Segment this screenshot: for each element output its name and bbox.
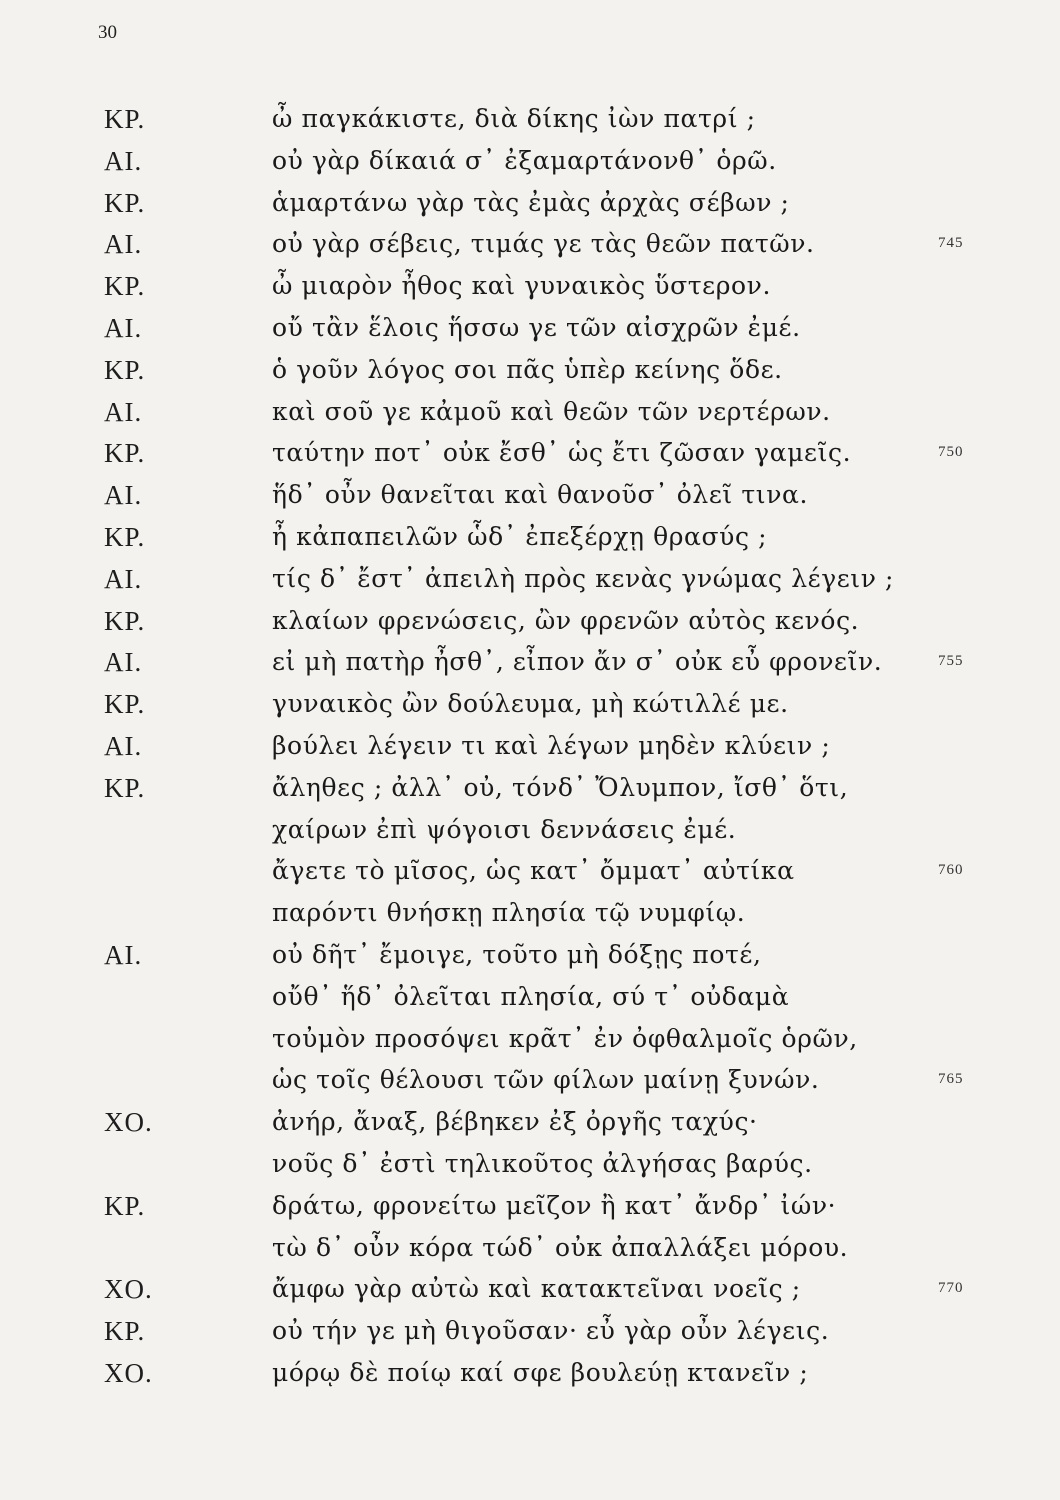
line-number: 760 (938, 862, 964, 879)
speaker-label: ΑΙ. (104, 145, 143, 176)
verse-line (0, 184, 1060, 226)
verse-text: ἥδ᾽ οὖν θανεῖται καὶ θανοῦσ᾽ ὀλεῖ τινα. (272, 480, 809, 510)
verse-text: δράτω, φρονείτω μεῖζον ἢ κατ᾽ ἄνδρ᾽ ἰών· (272, 1190, 837, 1220)
line-number: 770 (938, 1280, 964, 1297)
verse-line (0, 769, 1060, 811)
verse-text: τὼ δ᾽ οὖν κόρα τώδ᾽ οὐκ ἀπαλλάξει μόρου. (272, 1232, 849, 1262)
verse-line (0, 1270, 1060, 1312)
line-number: 750 (938, 444, 964, 461)
verse-line (0, 1145, 1060, 1187)
verse-text: οὐ τήν γε μὴ θιγοῦσαν· εὖ γὰρ οὖν λέγεις. (272, 1316, 830, 1346)
speaker-label: ΚΡ. (104, 772, 146, 803)
speaker-label: ΧΟ. (104, 1107, 153, 1138)
verse-text: οὔθ᾽ ἥδ᾽ ὀλεῖται πλησία, σύ τ᾽ οὐδαμὰ (272, 981, 790, 1011)
verse-line (0, 225, 1060, 267)
verse-text: οὐ γὰρ δίκαιά σ᾽ ἐξαμαρτάνονθ᾽ ὁρῶ. (272, 145, 777, 175)
speaker-label: ΧΟ. (104, 1357, 153, 1388)
speaker-label: ΚΡ. (104, 1190, 146, 1221)
verse-line (0, 434, 1060, 476)
speaker-label: ΑΙ. (104, 730, 143, 761)
verse-lines (0, 100, 1060, 1396)
verse-text: ἀνήρ, ἄναξ, βέβηκεν ἐξ ὀργῆς ταχύς· (272, 1107, 758, 1137)
verse-text: νοῦς δ᾽ ἐστὶ τηλικοῦτος ἀλγήσας βαρύς. (272, 1148, 813, 1178)
verse-text: μόρῳ δὲ ποίῳ καί σφε βουλεύῃ κτανεῖν ; (272, 1357, 809, 1387)
speaker-label: ΧΟ. (104, 1274, 153, 1305)
verse-text: ὁ γοῦν λόγος σοι πᾶς ὑπὲρ κείνης ὅδε. (272, 354, 783, 384)
line-number: 765 (938, 1071, 964, 1088)
verse-text: τοὐμὸν προσόψει κρᾶτ᾽ ἐν ὀφθαλμοῖς ὁρῶν, (272, 1023, 858, 1053)
verse-text: ἁμαρτάνω γὰρ τὰς ἐμὰς ἀρχὰς σέβων ; (272, 187, 790, 217)
verse-text: παρόντι θνήσκῃ πλησία τῷ νυμφίῳ. (272, 898, 746, 928)
speaker-label: ΚΡ. (104, 438, 146, 469)
verse-text: ὦ μιαρὸν ἦθος καὶ γυναικὸς ὕστερον. (272, 271, 772, 301)
speaker-label: ΑΙ. (104, 229, 143, 260)
verse-text: ὡς τοῖς θέλουσι τῶν φίλων μαίνῃ ξυνών. (272, 1065, 820, 1095)
page-number: 30 (98, 22, 117, 43)
verse-line (0, 685, 1060, 727)
verse-line (0, 1354, 1060, 1396)
speaker-label: ΚΡ. (104, 271, 146, 302)
verse-line (0, 1061, 1060, 1103)
verse-line (0, 1229, 1060, 1271)
speaker-label: ΚΡ. (104, 605, 146, 636)
verse-text: οὔ τἂν ἕλοις ἥσσω γε τῶν αἰσχρῶν ἐμέ. (272, 312, 801, 342)
speaker-label: ΚΡ. (104, 187, 146, 218)
verse-line (0, 560, 1060, 602)
verse-text: ἄληθες ; ἀλλ᾽ οὐ, τόνδ᾽ Ὄλυμπον, ἴσθ᾽ ὅτι, (272, 772, 849, 802)
verse-line (0, 936, 1060, 978)
speaker-label: ΑΙ. (104, 939, 143, 970)
verse-text: γυναικὸς ὢν δούλευμα, μὴ κώτιλλέ με. (272, 689, 789, 719)
verse-text: ἄμφω γὰρ αὐτὼ καὶ κατακτεῖναι νοεῖς ; (272, 1274, 801, 1304)
verse-line (0, 267, 1060, 309)
verse-line (0, 727, 1060, 769)
verse-line (0, 351, 1060, 393)
verse-text: τίς δ᾽ ἔστ᾽ ἀπειλὴ πρὸς κενὰς γνώμας λέγειν ; (272, 563, 895, 593)
verse-line (0, 978, 1060, 1020)
verse-text: καὶ σοῦ γε κἀμοῦ καὶ θεῶν τῶν νερτέρων. (272, 396, 831, 426)
speaker-label: ΚΡ. (104, 1316, 146, 1347)
verse-line (0, 1020, 1060, 1062)
verse-line (0, 518, 1060, 560)
verse-text: οὐ γὰρ σέβεις, τιμάς γε τὰς θεῶν πατῶν. (272, 229, 815, 259)
speaker-label: ΚΡ. (104, 104, 146, 134)
speaker-label: ΚΡ. (104, 689, 146, 720)
speaker-label: ΑΙ. (104, 563, 143, 594)
verse-line (0, 643, 1060, 685)
verse-text: βούλει λέγειν τι καὶ λέγων μηδὲν κλύειν ; (272, 730, 831, 760)
verse-line (0, 852, 1060, 894)
verse-line (0, 142, 1060, 184)
speaker-label: ΚΡ. (104, 354, 146, 385)
verse-line (0, 1187, 1060, 1229)
verse-line (0, 309, 1060, 351)
speaker-label: ΑΙ. (104, 480, 143, 511)
verse-line (0, 1312, 1060, 1354)
verse-text: ταύτην ποτ᾽ οὐκ ἔσθ᾽ ὡς ἔτι ζῶσαν γαμεῖς. (272, 438, 852, 468)
verse-line (0, 811, 1060, 853)
verse-line (0, 602, 1060, 644)
speaker-label: ΑΙ. (104, 647, 143, 678)
verse-line (0, 476, 1060, 518)
verse-text: χαίρων ἐπὶ ψόγοισι δεννάσεις ἐμέ. (272, 814, 737, 844)
speaker-label: ΑΙ. (104, 312, 143, 343)
verse-text: κλαίων φρενώσεις, ὢν φρενῶν αὐτὸς κενός. (272, 605, 860, 635)
verse-text: ἄγετε τὸ μῖσος, ὡς κατ᾽ ὄμματ᾽ αὐτίκα (272, 856, 795, 886)
speaker-label: ΚΡ. (104, 521, 146, 552)
speaker-label: ΑΙ. (104, 396, 143, 427)
verse-line (0, 1103, 1060, 1145)
verse-line (0, 393, 1060, 435)
verse-text: οὐ δῆτ᾽ ἔμοιγε, τοῦτο μὴ δόξῃς ποτέ, (272, 939, 762, 969)
verse-text: ἦ κἀπαπειλῶν ὧδ᾽ ἐπεξέρχῃ θρασύς ; (272, 521, 768, 551)
verse-line (0, 894, 1060, 936)
verse-text: ὦ παγκάκιστε, διὰ δίκης ἰὼν πατρί ; (272, 104, 756, 133)
verse-text: εἰ μὴ πατὴρ ἦσθ᾽, εἶπον ἄν σ᾽ οὐκ εὖ φρονεῖν. (272, 647, 883, 677)
verse-line (0, 100, 1060, 142)
line-number: 745 (938, 235, 964, 252)
line-number: 755 (938, 653, 964, 670)
